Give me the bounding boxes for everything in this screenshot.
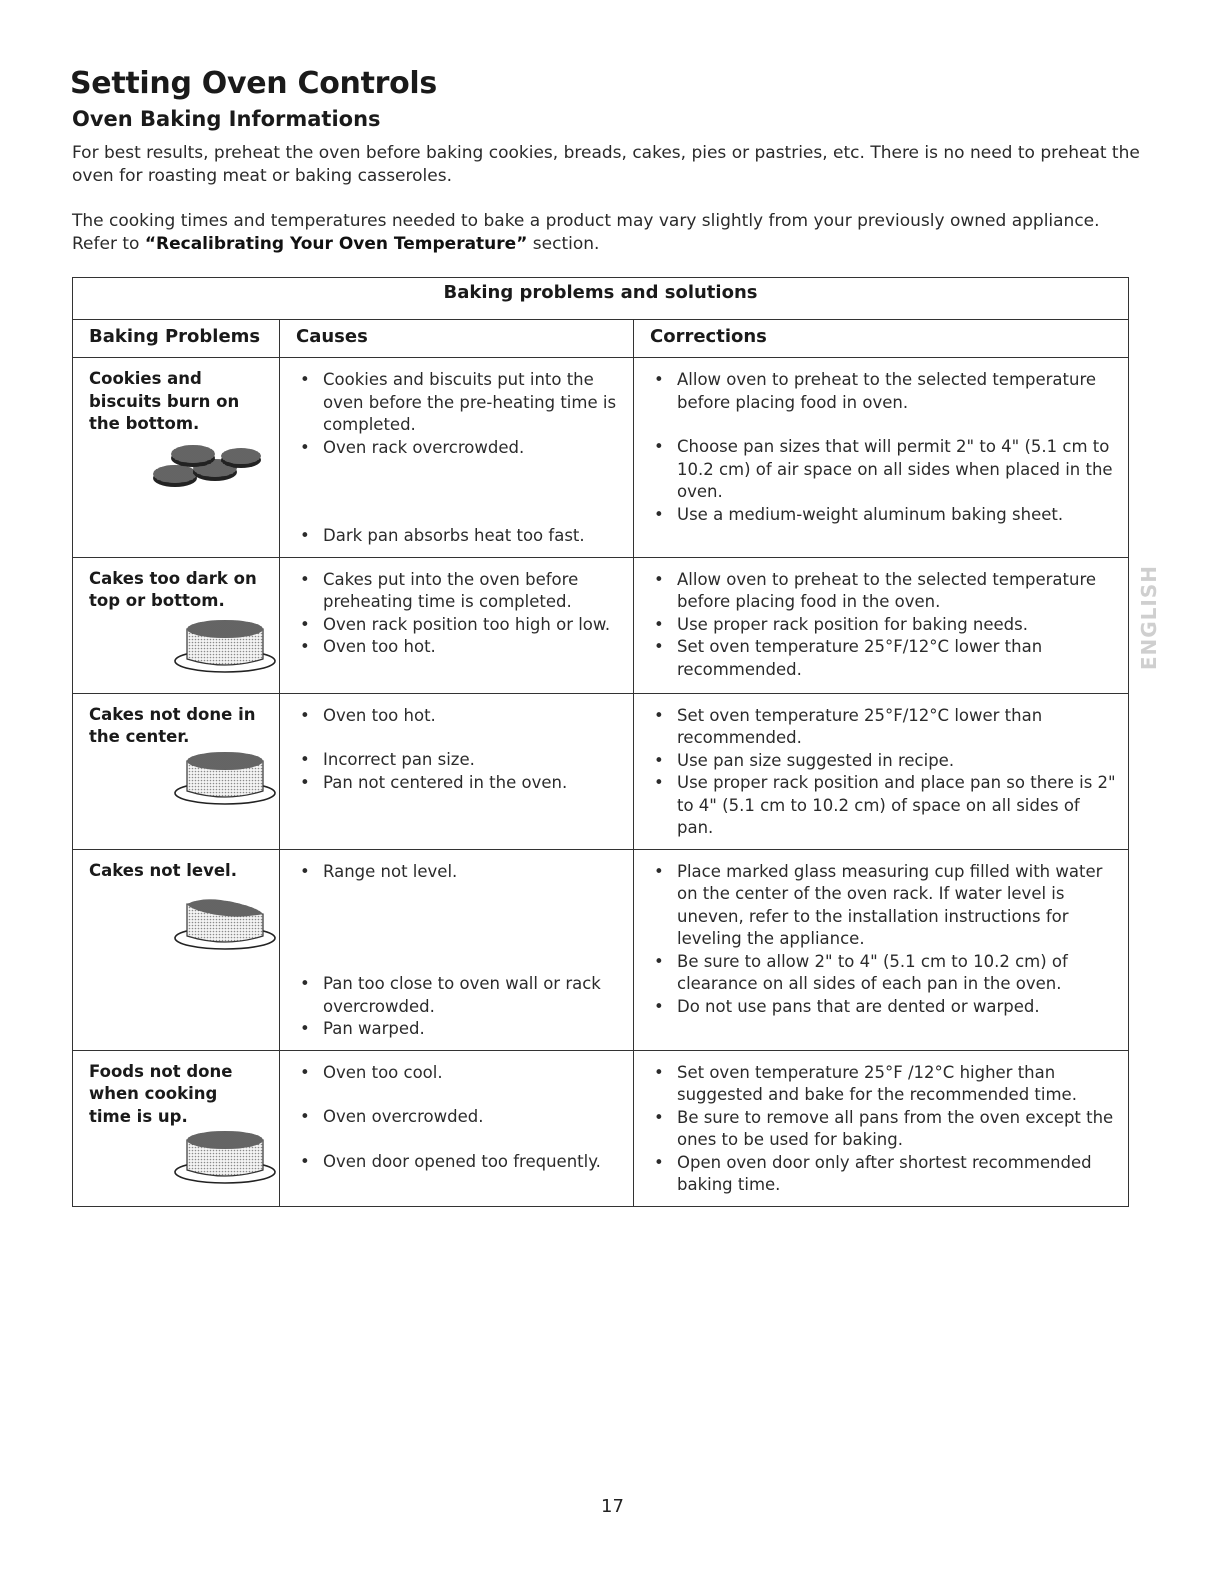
correction-item: • Set oven temperature 25°F/12°C lower than recommended. bbox=[651, 705, 1117, 750]
correction-item: • Allow oven to preheat to the selected temperature before placing food in the oven. bbox=[651, 569, 1117, 614]
language-label: ENGLISH bbox=[1137, 565, 1161, 671]
correction-item: • Use a medium-weight aluminum baking sheet. bbox=[651, 504, 1117, 527]
causes-cell bbox=[280, 557, 634, 693]
tilted-cake-icon bbox=[173, 894, 277, 952]
correction-item: • Do not use pans that are dented or warped. bbox=[651, 996, 1117, 1019]
cause-item: • Dark pan absorbs heat too fast. bbox=[297, 525, 622, 548]
table-row bbox=[73, 693, 1129, 849]
table-row bbox=[73, 557, 1129, 693]
correction-item: • Open oven door only after shortest recommended baking time. bbox=[651, 1152, 1117, 1197]
problem-label: Cakes too dark on top or bottom. bbox=[89, 568, 257, 610]
problem-label: Foods not done when cooking time is up. bbox=[89, 1061, 233, 1126]
table-caption: Baking problems and solutions bbox=[73, 278, 1129, 320]
correction-item: • Set oven temperature 25°F/12°C lower than recommended. bbox=[651, 636, 1117, 681]
table-row bbox=[73, 1050, 1129, 1206]
recalibrating-section-reference: “Recalibrating Your Oven Temperature” bbox=[144, 234, 528, 254]
cause-item: • Oven door opened too frequently. bbox=[297, 1151, 622, 1174]
cookies-icon bbox=[145, 442, 265, 490]
problem-cell bbox=[73, 693, 280, 849]
correction-item: • Use proper rack position for baking needs. bbox=[651, 614, 1117, 637]
correction-item: • Be sure to allow 2" to 4" (5.1 cm to 10.2 cm) of clearance on all sides of each pan in the oven. bbox=[651, 951, 1117, 996]
correction-item: • Choose pan sizes that will permit 2" to 4" (5.1 cm to 10.2 cm) of air space on all sides when placed in the oven. bbox=[651, 436, 1117, 504]
intro-paragraph: For best results, preheat the oven before baking cookies, breads, cakes, pies or pastries, etc. There is no need to preheat the oven for roasting meat or baking casseroles. bbox=[72, 143, 1140, 186]
cause-item: • Pan warped. bbox=[297, 1018, 622, 1041]
correction-item: • Be sure to remove all pans from the oven except the ones to be used for baking. bbox=[651, 1107, 1117, 1152]
problem-label: Cakes not level. bbox=[89, 860, 237, 880]
cause-item: • Cakes put into the oven before preheating time is completed. bbox=[297, 569, 622, 614]
cause-item: • Cookies and biscuits put into the oven before the pre-heating time is completed. bbox=[297, 369, 622, 437]
correction-item: • Set oven temperature 25°F /12°C higher than suggested and bake for the recommended time. bbox=[651, 1062, 1117, 1107]
problem-cell bbox=[73, 849, 280, 1050]
problem-label: Cakes not done in the center. bbox=[89, 704, 256, 746]
causes-cell bbox=[280, 1050, 634, 1206]
cause-item: • Oven rack position too high or low. bbox=[297, 614, 622, 637]
cause-item: • Incorrect pan size. bbox=[297, 749, 622, 772]
cause-item: • Oven too cool. bbox=[297, 1062, 622, 1085]
table-row bbox=[73, 358, 1129, 558]
header-corrections: Corrections bbox=[634, 320, 1129, 358]
calibration-text: The cooking times and temperatures needed to bake a product may vary slightly from your previously owned appliance. bbox=[72, 211, 1100, 231]
problem-cell bbox=[73, 1050, 280, 1206]
corrections-cell bbox=[634, 693, 1129, 849]
cake-icon bbox=[173, 749, 277, 807]
refer-prefix: Refer to bbox=[72, 234, 145, 254]
language-side-tab bbox=[1137, 562, 1161, 674]
cause-item: • Oven rack overcrowded. bbox=[297, 437, 622, 460]
problem-cell bbox=[73, 557, 280, 693]
causes-cell bbox=[280, 693, 634, 849]
baking-problems-table bbox=[72, 277, 1129, 1207]
header-causes: Causes bbox=[280, 320, 634, 358]
cause-item: • Oven overcrowded. bbox=[297, 1106, 622, 1129]
table-row bbox=[73, 849, 1129, 1050]
cause-item: • Oven too hot. bbox=[297, 636, 622, 659]
causes-cell bbox=[280, 849, 634, 1050]
causes-cell bbox=[280, 358, 634, 558]
calibration-paragraph bbox=[72, 210, 1142, 256]
section-title: Oven Baking Informations bbox=[72, 107, 381, 131]
corrections-cell bbox=[634, 849, 1129, 1050]
cake-icon bbox=[173, 1128, 277, 1186]
cause-item: • Pan not centered in the oven. bbox=[297, 772, 622, 795]
corrections-cell bbox=[634, 557, 1129, 693]
corrections-cell bbox=[634, 1050, 1129, 1206]
cause-item: • Range not level. bbox=[297, 861, 622, 884]
refer-suffix: section. bbox=[527, 234, 600, 254]
correction-item: • Allow oven to preheat to the selected temperature before placing food in oven. bbox=[651, 369, 1117, 414]
problem-label: Cookies and biscuits burn on the bottom. bbox=[89, 369, 240, 433]
problem-cell bbox=[73, 358, 280, 558]
correction-item: • Place marked glass measuring cup filled with water on the center of the oven rack. If water level is uneven, refer to the installation instructions for leveling the appliance. bbox=[651, 861, 1117, 951]
header-baking-problems: Baking Problems bbox=[73, 320, 280, 358]
correction-item: • Use pan size suggested in recipe. bbox=[651, 750, 1117, 773]
page-title: Setting Oven Controls bbox=[70, 66, 437, 101]
cause-item: • Oven too hot. bbox=[297, 705, 622, 728]
page-number: 17 bbox=[601, 1496, 624, 1517]
cake-icon bbox=[173, 617, 277, 675]
correction-item: • Use proper rack position and place pan so there is 2" to 4" (5.1 cm to 10.2 cm) of space on all sides of pan. bbox=[651, 772, 1117, 840]
corrections-cell bbox=[634, 358, 1129, 558]
cause-item: • Pan too close to oven wall or rack overcrowded. bbox=[297, 973, 622, 1018]
